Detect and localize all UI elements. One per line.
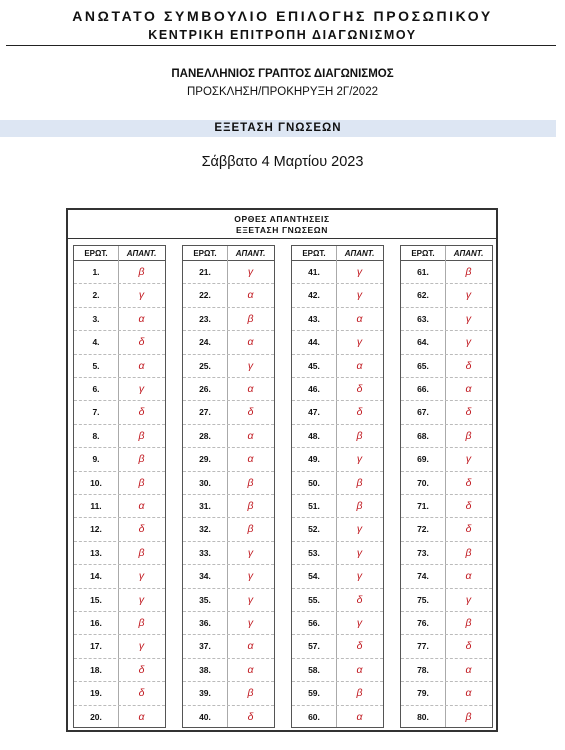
question-number: 75. xyxy=(417,594,429,605)
question-number: 32. xyxy=(199,524,211,535)
question-number: 60. xyxy=(308,711,320,722)
question-number: 15. xyxy=(90,594,102,605)
question-number: 11. xyxy=(90,501,102,511)
question-number: 47. xyxy=(308,407,320,418)
table-row xyxy=(74,472,165,495)
answer-letter: γ xyxy=(465,336,472,349)
question-number: 5. xyxy=(92,360,100,371)
table-row xyxy=(183,706,274,729)
answer-letter: β xyxy=(138,453,145,466)
answer-letter: δ xyxy=(138,687,145,700)
table-row xyxy=(292,261,383,284)
question-number: 13. xyxy=(90,547,102,558)
answer-column-1 xyxy=(73,245,166,728)
table-row xyxy=(183,682,274,705)
question-number: 24. xyxy=(199,337,211,348)
answer-letter: γ xyxy=(465,289,472,302)
question-number: 19. xyxy=(90,688,102,699)
table-row xyxy=(292,472,383,495)
answer-letter: α xyxy=(356,359,363,372)
question-number: 33. xyxy=(199,547,211,558)
answer-header: ΑΠΑΝΤ. xyxy=(453,249,484,258)
answer-letter: β xyxy=(465,266,472,278)
header-rule xyxy=(6,45,556,46)
table-row xyxy=(401,378,492,401)
answer-letter: γ xyxy=(465,593,472,606)
question-number: 72. xyxy=(417,524,429,535)
question-number: 34. xyxy=(199,571,211,582)
table-row xyxy=(183,635,274,658)
question-number: 44. xyxy=(308,337,320,348)
question-number: 36. xyxy=(199,618,211,628)
table-row xyxy=(401,472,492,495)
question-number: 77. xyxy=(417,641,429,652)
table-row xyxy=(401,682,492,705)
table-row xyxy=(401,308,492,331)
answer-letter: α xyxy=(138,500,145,512)
question-header: ΕΡΩΤ. xyxy=(411,249,435,258)
question-number: 65. xyxy=(417,360,429,371)
answer-letter: α xyxy=(247,289,254,302)
answer-letter: α xyxy=(247,383,254,395)
answer-letter: γ xyxy=(356,617,363,629)
table-row xyxy=(183,401,274,424)
question-number: 46. xyxy=(308,384,320,394)
answer-letter: γ xyxy=(247,546,254,559)
table-row xyxy=(401,448,492,471)
answer-letter: β xyxy=(465,617,472,629)
question-number: 67. xyxy=(417,407,429,418)
answer-letter: β xyxy=(356,687,363,700)
table-row xyxy=(401,261,492,284)
answer-letter: β xyxy=(138,476,145,489)
question-number: 70. xyxy=(417,477,429,488)
question-number: 27. xyxy=(199,407,211,418)
answer-letter: β xyxy=(465,546,472,559)
question-number: 1. xyxy=(92,267,100,277)
question-number: 41. xyxy=(308,267,320,277)
answer-letter: α xyxy=(247,663,254,676)
table-row xyxy=(292,659,383,682)
question-number: 8. xyxy=(92,430,100,441)
sheet-title-rule xyxy=(68,238,496,239)
table-row xyxy=(183,565,274,588)
question-number: 3. xyxy=(92,313,100,324)
question-number: 55. xyxy=(308,594,320,605)
question-number: 7. xyxy=(92,407,100,418)
answer-letter: δ xyxy=(356,383,363,395)
answer-letter: β xyxy=(247,523,254,536)
answer-letter: α xyxy=(465,570,472,583)
call-reference: ΠΡΟΣΚΛΗΣΗ/ΠΡΟΚΗΡΥΞΗ 2Γ/2022 xyxy=(186,86,378,98)
column-header xyxy=(74,246,165,261)
table-row xyxy=(183,448,274,471)
answer-letter: γ xyxy=(465,312,472,325)
answer-sheet-title xyxy=(68,214,496,236)
table-row xyxy=(183,589,274,612)
answer-letter: δ xyxy=(465,359,472,372)
answer-letter: δ xyxy=(465,523,472,536)
answer-sheet xyxy=(66,208,498,732)
question-number: 6. xyxy=(92,384,100,394)
table-row xyxy=(74,355,165,378)
answer-letter: γ xyxy=(138,640,145,653)
table-row xyxy=(292,448,383,471)
question-number: 38. xyxy=(199,664,211,675)
table-row xyxy=(74,261,165,284)
question-number: 40. xyxy=(199,711,211,722)
answer-letter: α xyxy=(465,687,472,700)
table-row xyxy=(74,682,165,705)
question-number: 64. xyxy=(417,337,429,348)
question-number: 48. xyxy=(308,430,320,441)
answer-letter: β xyxy=(138,266,145,278)
question-number: 31. xyxy=(199,501,211,511)
question-number: 54. xyxy=(308,571,320,582)
question-number: 43. xyxy=(308,313,320,324)
question-number: 21. xyxy=(199,267,211,277)
question-number: 59. xyxy=(308,688,320,699)
question-header: ΕΡΩΤ. xyxy=(84,249,108,258)
answer-letter: γ xyxy=(138,593,145,606)
organization-title: ΑΝΩΤΑΤΟ ΣΥΜΒΟΥΛΙΟ ΕΠΙΛΟΓΗΣ ΠΡΟΣΩΠΙΚΟΥ xyxy=(72,8,493,24)
question-number: 66. xyxy=(417,384,429,394)
table-row xyxy=(292,612,383,635)
column-header xyxy=(183,246,274,261)
exam-date: Σάββατο 4 Μαρτίου 2023 xyxy=(201,154,364,170)
answer-letter: γ xyxy=(465,453,472,466)
question-number: 74. xyxy=(417,571,429,582)
question-number: 53. xyxy=(308,547,320,558)
table-row xyxy=(292,495,383,518)
question-number: 56. xyxy=(308,618,320,628)
table-row xyxy=(74,635,165,658)
table-row xyxy=(183,472,274,495)
answer-letter: δ xyxy=(356,640,363,653)
answer-letter: α xyxy=(138,359,145,372)
question-number: 20. xyxy=(90,711,102,722)
answer-column-4 xyxy=(400,245,493,728)
question-header: ΕΡΩΤ. xyxy=(193,249,217,258)
answer-letter: γ xyxy=(138,289,145,302)
question-number: 2. xyxy=(92,290,100,301)
table-row xyxy=(74,378,165,401)
answer-letter: δ xyxy=(138,336,145,349)
table-row xyxy=(74,448,165,471)
answer-letter: β xyxy=(138,429,145,442)
question-header: ΕΡΩΤ. xyxy=(302,249,326,258)
table-row xyxy=(292,682,383,705)
answer-letter: α xyxy=(247,336,254,349)
answer-letter: δ xyxy=(247,710,254,723)
answer-letter: δ xyxy=(138,663,145,676)
table-row xyxy=(292,284,383,307)
answer-letter: β xyxy=(465,710,472,723)
answer-column-2 xyxy=(182,245,275,728)
table-row xyxy=(183,355,274,378)
competition-title: ΠΑΝΕΛΛΗΝΙΟΣ ΓΡΑΠΤΟΣ ΔΙΑΓΩΝΙΣΜΟΣ xyxy=(171,68,394,80)
table-row xyxy=(401,659,492,682)
table-row xyxy=(401,425,492,448)
table-row xyxy=(74,589,165,612)
question-number: 71. xyxy=(417,501,429,511)
table-row xyxy=(74,542,165,565)
table-row xyxy=(183,612,274,635)
question-number: 69. xyxy=(417,454,429,465)
table-row xyxy=(74,659,165,682)
table-row xyxy=(183,261,274,284)
answer-letter: β xyxy=(356,429,363,442)
answer-letter: δ xyxy=(356,406,363,419)
answer-letter: β xyxy=(247,500,254,512)
question-number: 76. xyxy=(417,618,429,628)
table-row xyxy=(401,284,492,307)
table-row xyxy=(401,355,492,378)
answer-sheet-title-line2: ΕΞΕΤΑΣΗ ΓΝΩΣΕΩΝ xyxy=(236,225,328,235)
table-row xyxy=(183,495,274,518)
table-row xyxy=(183,518,274,541)
answer-letter: β xyxy=(247,476,254,489)
table-row xyxy=(292,401,383,424)
question-number: 73. xyxy=(417,547,429,558)
answer-letter: β xyxy=(138,546,145,559)
answer-letter: β xyxy=(247,687,254,700)
question-number: 28. xyxy=(199,430,211,441)
question-number: 9. xyxy=(92,454,100,465)
answer-letter: γ xyxy=(356,453,363,466)
table-row xyxy=(292,425,383,448)
question-number: 52. xyxy=(308,524,320,535)
question-number: 68. xyxy=(417,430,429,441)
table-row xyxy=(74,425,165,448)
question-number: 16. xyxy=(90,618,102,628)
table-row xyxy=(401,495,492,518)
question-number: 10. xyxy=(90,477,102,488)
answer-letter: δ xyxy=(465,500,472,512)
answer-letter: α xyxy=(465,383,472,395)
answer-letter: α xyxy=(356,710,363,723)
question-number: 29. xyxy=(199,454,211,465)
question-number: 37. xyxy=(199,641,211,652)
answer-letter: γ xyxy=(247,266,254,278)
question-number: 62. xyxy=(417,290,429,301)
answer-letter: β xyxy=(356,500,363,512)
question-number: 49. xyxy=(308,454,320,465)
question-number: 12. xyxy=(90,524,102,535)
table-row xyxy=(401,635,492,658)
answer-letter: δ xyxy=(138,406,145,419)
answer-letter: γ xyxy=(138,383,145,395)
column-header xyxy=(401,246,492,261)
answer-letter: β xyxy=(138,617,145,629)
answer-letter: γ xyxy=(138,570,145,583)
table-row xyxy=(183,378,274,401)
question-number: 30. xyxy=(199,477,211,488)
table-row xyxy=(292,706,383,729)
answer-letter: β xyxy=(247,312,254,325)
table-row xyxy=(292,355,383,378)
answer-header: ΑΠΑΝΤ. xyxy=(344,249,375,258)
answer-letter: γ xyxy=(356,570,363,583)
question-number: 50. xyxy=(308,477,320,488)
table-row xyxy=(292,518,383,541)
table-row xyxy=(401,542,492,565)
table-row xyxy=(183,425,274,448)
table-row xyxy=(74,401,165,424)
answer-letter: γ xyxy=(356,266,363,278)
question-number: 42. xyxy=(308,290,320,301)
table-row xyxy=(292,378,383,401)
answer-letter: γ xyxy=(247,593,254,606)
table-row xyxy=(74,612,165,635)
table-row xyxy=(74,706,165,729)
table-row xyxy=(183,284,274,307)
table-row xyxy=(74,284,165,307)
column-header xyxy=(292,246,383,261)
answer-letter: γ xyxy=(247,359,254,372)
question-number: 17. xyxy=(90,641,102,652)
table-row xyxy=(401,518,492,541)
answer-header: ΑΠΑΝΤ. xyxy=(126,249,157,258)
answer-letter: δ xyxy=(138,523,145,536)
answer-letter: β xyxy=(465,429,472,442)
answer-letter: γ xyxy=(247,617,254,629)
table-row xyxy=(401,612,492,635)
answer-letter: γ xyxy=(356,523,363,536)
table-row xyxy=(74,331,165,354)
answer-letter: α xyxy=(247,640,254,653)
table-row xyxy=(292,589,383,612)
table-row xyxy=(183,542,274,565)
answer-letter: α xyxy=(247,453,254,466)
table-row xyxy=(401,401,492,424)
answer-letter: α xyxy=(356,663,363,676)
table-row xyxy=(183,659,274,682)
answer-letter: α xyxy=(138,312,145,325)
answer-letter: α xyxy=(138,710,145,723)
answer-letter: δ xyxy=(356,593,363,606)
question-number: 51. xyxy=(308,501,320,511)
answer-letter: α xyxy=(356,312,363,325)
answer-letter: δ xyxy=(465,476,472,489)
question-number: 23. xyxy=(199,313,211,324)
answer-letter: γ xyxy=(247,570,254,583)
table-row xyxy=(74,518,165,541)
answer-header: ΑΠΑΝΤ. xyxy=(235,249,266,258)
table-row xyxy=(183,331,274,354)
table-row xyxy=(74,495,165,518)
answer-letter: γ xyxy=(356,336,363,349)
table-row xyxy=(292,542,383,565)
answer-letter: γ xyxy=(356,289,363,302)
answer-letter: δ xyxy=(465,406,472,419)
answer-column-3 xyxy=(291,245,384,728)
answer-letter: α xyxy=(247,429,254,442)
question-number: 61. xyxy=(417,267,429,277)
question-number: 14. xyxy=(90,571,102,582)
table-row xyxy=(292,308,383,331)
question-number: 25. xyxy=(199,360,211,371)
question-number: 22. xyxy=(199,290,211,301)
table-row xyxy=(74,308,165,331)
table-row xyxy=(74,565,165,588)
question-number: 18. xyxy=(90,664,102,675)
question-number: 79. xyxy=(417,688,429,699)
question-number: 35. xyxy=(199,594,211,605)
question-number: 57. xyxy=(308,641,320,652)
question-number: 26. xyxy=(199,384,211,394)
table-row xyxy=(401,565,492,588)
table-row xyxy=(292,331,383,354)
question-number: 78. xyxy=(417,664,429,675)
committee-title: ΚΕΝΤΡΙΚΗ ΕΠΙΤΡΟΠΗ ΔΙΑΓΩΝΙΣΜΟΥ xyxy=(148,28,417,42)
answer-letter: δ xyxy=(465,640,472,653)
answer-sheet-title-line1: ΟΡΘΕΣ ΑΠΑΝΤΗΣΕΙΣ xyxy=(234,214,330,224)
table-row xyxy=(292,635,383,658)
table-row xyxy=(401,706,492,729)
answer-letter: δ xyxy=(247,406,254,419)
answer-letter: β xyxy=(356,476,363,489)
question-number: 39. xyxy=(199,688,211,699)
exam-band: ΕΞΕΤΑΣΗ ΓΝΩΣΕΩΝ xyxy=(0,120,556,137)
question-number: 45. xyxy=(308,360,320,371)
table-row xyxy=(401,331,492,354)
table-row xyxy=(183,308,274,331)
answer-letter: α xyxy=(465,663,472,676)
table-row xyxy=(292,565,383,588)
question-number: 4. xyxy=(92,337,100,348)
question-number: 80. xyxy=(417,711,429,722)
question-number: 58. xyxy=(308,664,320,675)
table-row xyxy=(401,589,492,612)
answer-letter: γ xyxy=(356,546,363,559)
question-number: 63. xyxy=(417,313,429,324)
